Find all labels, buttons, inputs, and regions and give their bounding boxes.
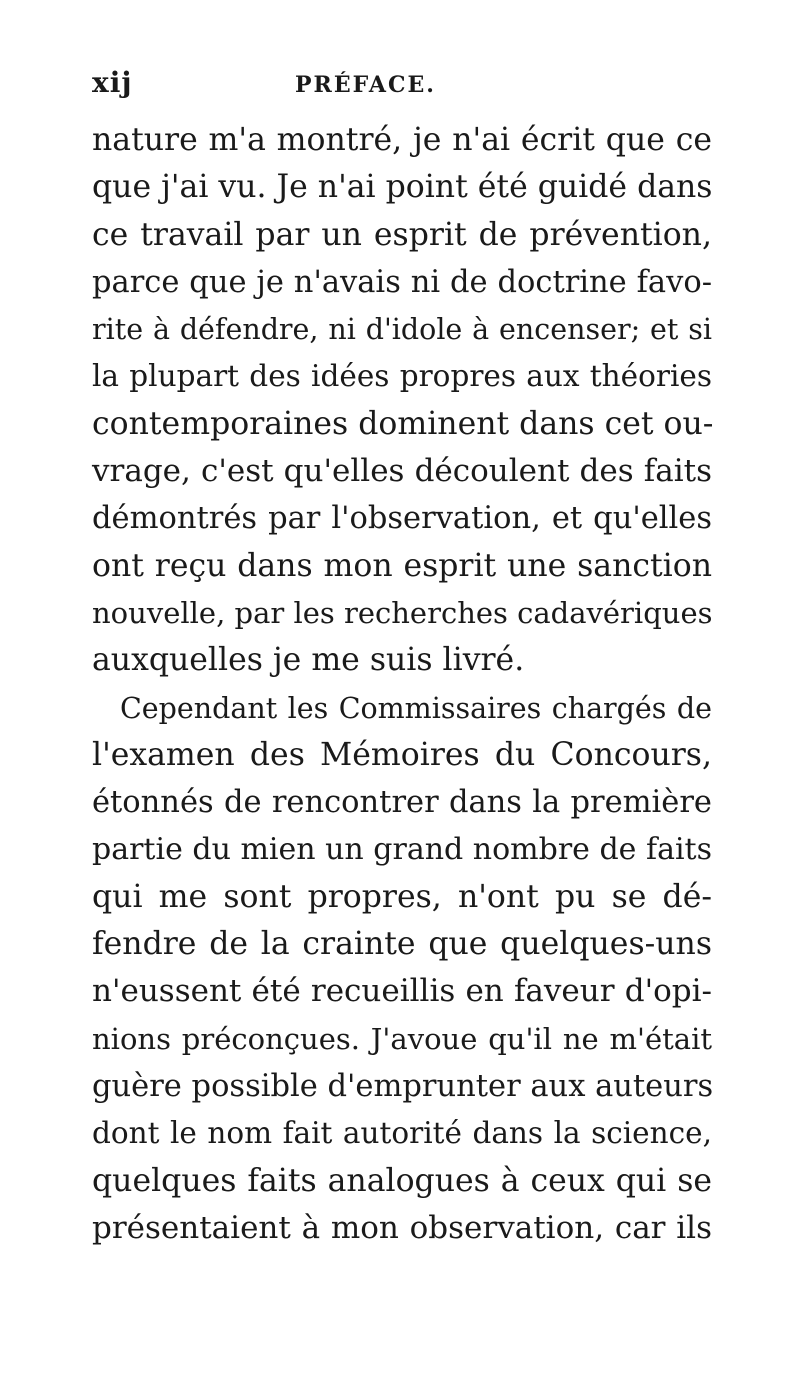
text-line: étonnés de rencontrer dans la première bbox=[92, 785, 712, 821]
paragraph-start-line: Cependant les Commissaires chargés de bbox=[120, 691, 712, 725]
text-line: partie du mien un grand nombre de faits bbox=[92, 832, 712, 868]
running-title: PRÉFACE. bbox=[295, 72, 436, 98]
page-number: xij bbox=[92, 66, 133, 99]
text-line: nions préconçues. J'avoue qu'il ne m'était bbox=[92, 1021, 712, 1056]
text-line: quelques faits analogues à ceux qui se bbox=[92, 1162, 712, 1199]
text-line: guère possible d'emprunter aux auteurs bbox=[92, 1068, 714, 1104]
text-line: démontrés par l'observation, et qu'elles bbox=[92, 501, 712, 537]
text-line: contemporaines dominent dans cet ou- bbox=[92, 405, 714, 442]
text-line: nouvelle, par les recherches cadavériques bbox=[92, 595, 713, 630]
text-line: nature m'a montré, je n'ai écrit que ce bbox=[92, 122, 712, 158]
paragraph-end-line: auxquelles je me suis livré. bbox=[92, 642, 525, 679]
body-text bbox=[92, 117, 712, 1252]
text-line: dont le nom fait autorité dans la science, bbox=[92, 1116, 712, 1151]
text-line: présentaient à mon observation, car ils bbox=[92, 1209, 712, 1246]
page-header bbox=[92, 66, 708, 106]
text-line: qui me sont propres, n'ont pu se dé- bbox=[92, 878, 712, 915]
text-line: vrage, c'est qu'elles découlent des faits bbox=[92, 453, 712, 490]
text-line: fendre de la crainte que quelques-uns bbox=[92, 926, 712, 963]
text-line: rite à défendre, ni d'idole à encenser; et si bbox=[92, 313, 712, 347]
text-line: n'eussent été recueillis en faveur d'opi- bbox=[92, 973, 712, 1010]
text-line: ont reçu dans mon esprit une sanction bbox=[92, 547, 712, 584]
text-line: ce travail par un esprit de prévention, bbox=[92, 216, 712, 253]
text-line: parce que je n'avais ni de doctrine favo- bbox=[92, 264, 712, 300]
text-line: la plupart des idées propres aux théories bbox=[92, 359, 712, 394]
text-line: l'examen des Mémoires du Concours, bbox=[92, 736, 712, 773]
text-line: que j'ai vu. Je n'ai point été guidé dans bbox=[92, 169, 713, 206]
